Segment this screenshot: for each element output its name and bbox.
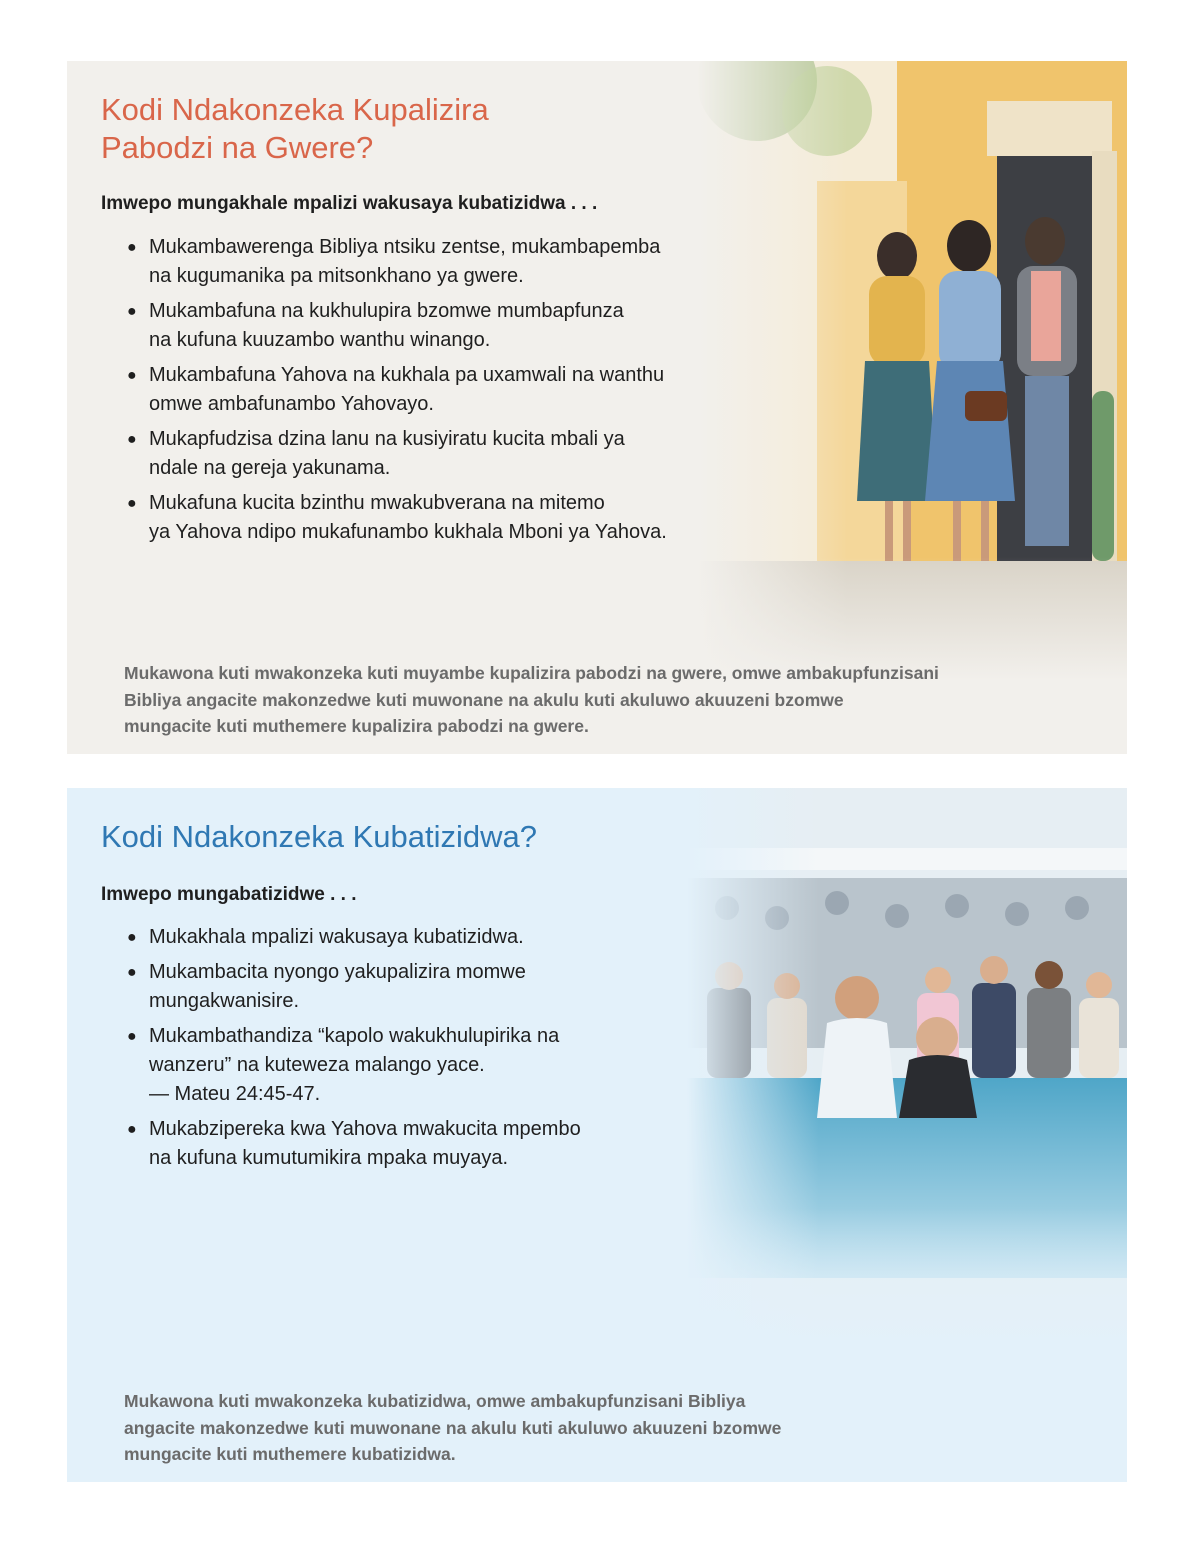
item-line: na kufuna kumutumikira mpaka muyaya. [149, 1147, 509, 1169]
bullet-icon: ● [127, 929, 137, 946]
scripture-citation: — Mateu 24:45-47. [149, 1083, 321, 1105]
title-line: Pabodzi na Gwere? [101, 130, 374, 165]
item-line: Mukakhala mpalizi wakusaya kubatizidwa. [149, 926, 524, 948]
bullet-icon: ● [127, 431, 137, 448]
list-item [125, 489, 765, 547]
item-line: ya Yahova ndipo mukafunambo kukhala Mboni ya Yahova. [149, 521, 667, 543]
bullet-icon: ● [127, 1121, 137, 1138]
baptism-illustration [687, 788, 1127, 1348]
list-item [125, 958, 665, 1016]
bullet-icon: ● [127, 239, 137, 256]
item-line: omwe ambafunambo Yahovayo. [149, 393, 434, 415]
list-item [125, 1115, 665, 1173]
section-note [124, 1388, 904, 1468]
item-line: Mukafuna kucita bzinthu mwakubverana na mitemo [149, 492, 605, 514]
list-item [125, 1022, 665, 1109]
item-line: Mukambathandiza “kapolo wakukhulupirika na [149, 1025, 560, 1047]
bullet-icon: ● [127, 303, 137, 320]
item-line: ndale na gereja yakunama. [149, 457, 391, 479]
list-item [125, 297, 765, 355]
note-line: Bibliya angacite makonzedwe kuti muwonane na akulu kuti akuluwo akuuzeni bzomwe [124, 689, 844, 710]
section-lead: Imwepo mungakhale mpalizi wakusaya kubatizidwa . . . [101, 193, 598, 214]
list-item [125, 361, 765, 419]
item-line: Mukapfudzisa dzina lanu na kusiyiratu kucita mbali ya [149, 428, 625, 450]
baptism-readiness-section [67, 788, 1127, 1482]
note-line: mungacite kuti muthemere kubatizidwa. [124, 1444, 456, 1464]
note-line: Mukawona kuti mwakonzeka kuti muyambe kupalizira pabodzi na gwere, omwe ambakupfunzisani [124, 663, 939, 683]
bullet-icon: ● [127, 1028, 137, 1045]
item-line: Mukambafuna Yahova na kukhala pa uxamwali na wanthu [149, 364, 665, 386]
bullet-icon: ● [127, 495, 137, 512]
item-line: wanzeru” na kuteweza malango yace. [149, 1054, 485, 1076]
item-line: mungakwanisire. [149, 990, 300, 1012]
section-lead: Imwepo mungabatizidwe . . . [101, 884, 357, 905]
note-line: Mukawona kuti mwakonzeka kubatizidwa, omwe ambakupfunzisani Bibliya [124, 1391, 746, 1411]
bullet-icon: ● [127, 367, 137, 384]
section-title: Kodi Ndakonzeka Kubatizidwa? [101, 819, 537, 854]
requirements-list [125, 233, 765, 553]
section-title [101, 91, 621, 167]
note-line: angacite makonzedwe kuti muwonane na akulu kuti akuluwo akuuzeni bzomwe [124, 1417, 782, 1438]
item-line: na kugumanika pa mitsonkhano ya gwere. [149, 265, 524, 287]
item-line: na kufuna kuuzambo wanthu winango. [149, 329, 491, 351]
title-line: Kodi Ndakonzeka Kupalizira [101, 92, 489, 127]
bullet-icon: ● [127, 964, 137, 981]
item-line: Mukambafuna na kukhulupira bzomwe mumbapfunza [149, 300, 624, 322]
item-line: Mukambawerenga Bibliya ntsiku zentse, mukambapemba [149, 236, 661, 258]
requirements-list [125, 923, 665, 1179]
preaching-readiness-section [67, 61, 1127, 754]
list-item [125, 425, 765, 483]
note-line: mungacite kuti muthemere kupalizira pabodzi na gwere. [124, 716, 589, 736]
item-line: Mukambacita nyongo yakupalizira momwe [149, 961, 526, 983]
item-line: Mukabzipereka kwa Yahova mwakucita mpembo [149, 1118, 581, 1140]
section-note [124, 660, 1084, 740]
list-item [125, 923, 665, 952]
list-item [125, 233, 765, 291]
